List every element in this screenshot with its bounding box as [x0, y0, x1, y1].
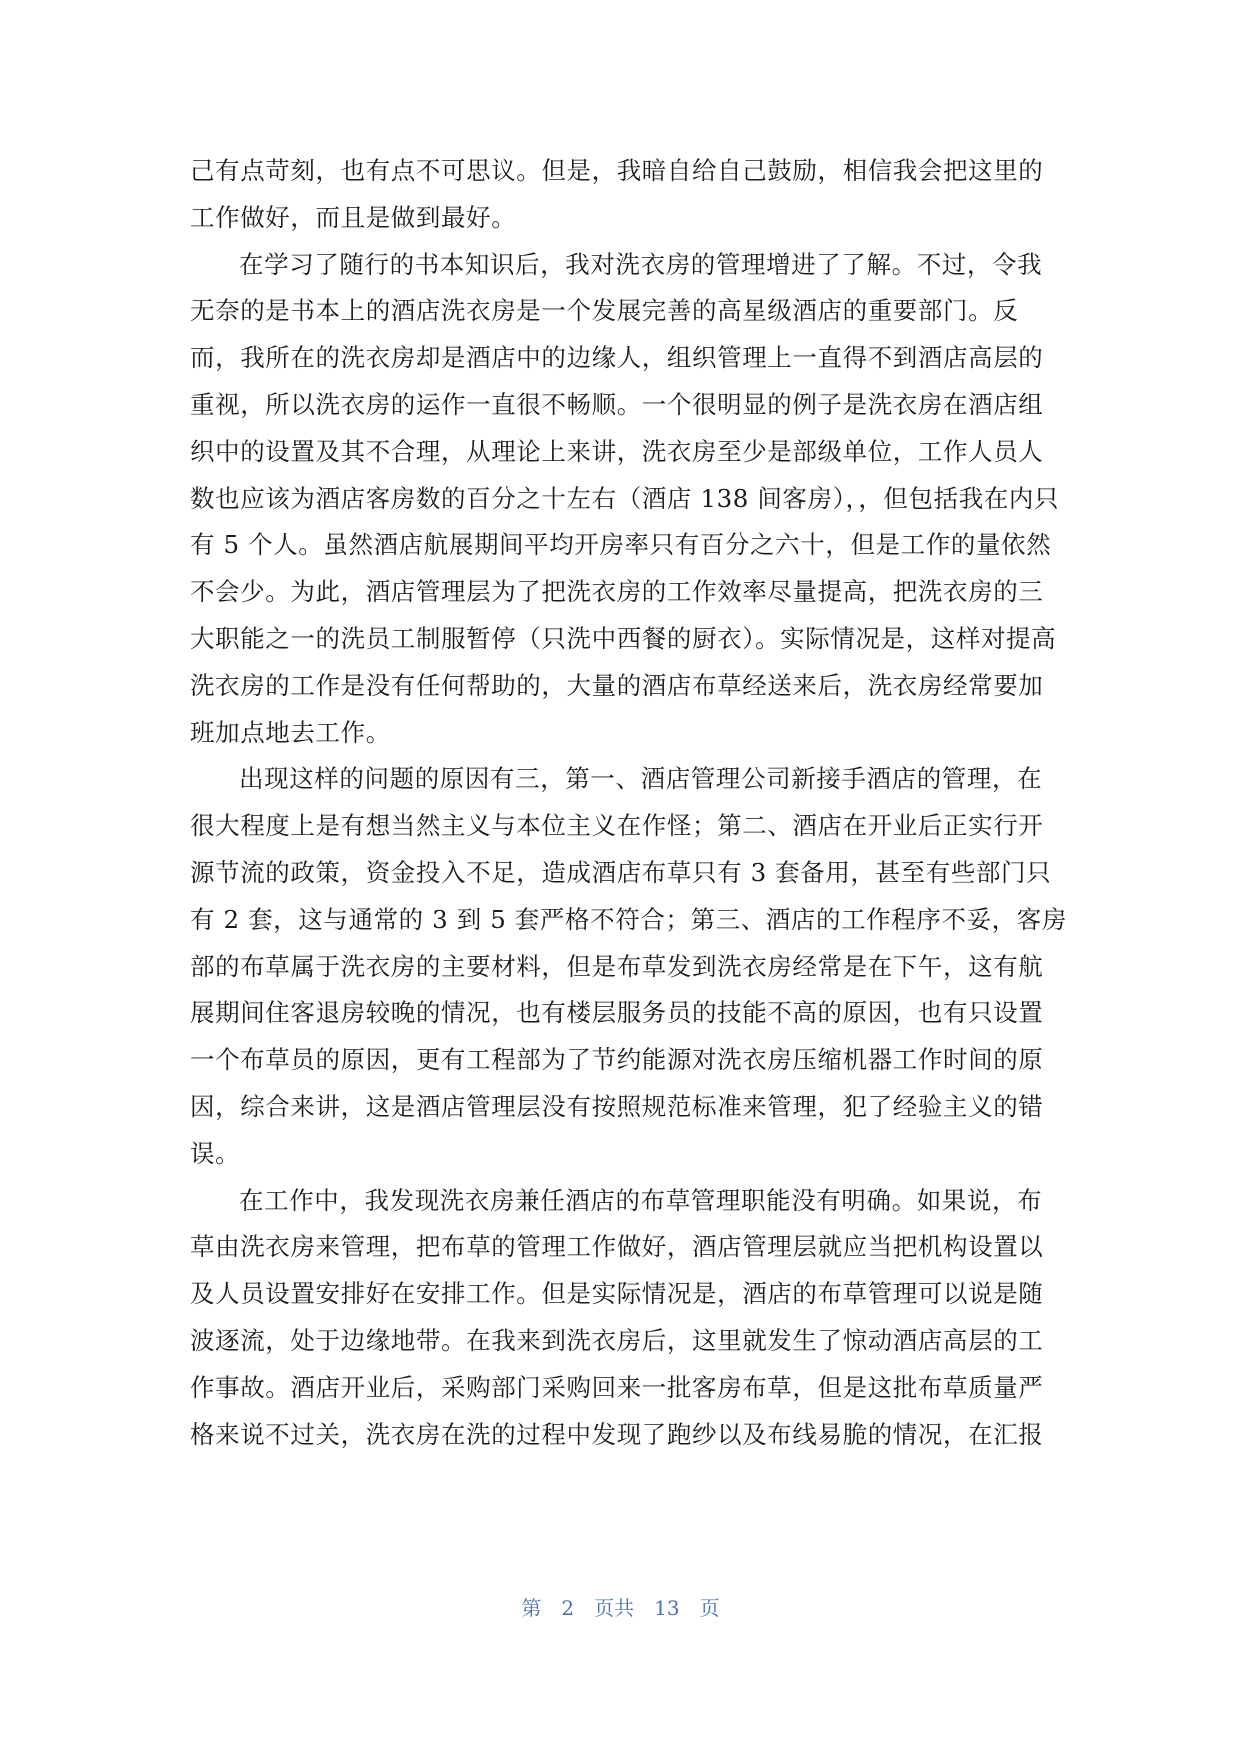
paragraph-line: 源节流的政策，资金投入不足，造成酒店布草只有 3 套备用，甚至有些部门只 — [190, 857, 1052, 887]
paragraph — [190, 148, 1050, 242]
paragraph-line: 而，我所在的洗衣房却是酒店中的边缘人，组织管理上一直得不到酒店高层的 — [190, 343, 1044, 373]
paragraph-line: 展期间住客退房较晚的情况，也有楼层服务员的技能不高的原因，也有只设置 — [190, 998, 1044, 1028]
paragraph-line: 工作做好，而且是做到最好。 — [190, 202, 517, 232]
paragraph-line: 重视，所以洗衣房的运作一直很不畅顺。一个很明显的例子是洗衣房在酒店组 — [190, 389, 1044, 419]
paragraph-line: 误。 — [190, 1138, 241, 1168]
page-footer — [0, 1592, 1241, 1621]
paragraph-line: 有 5 个人。虽然酒店航展期间平均开房率只有百分之六十，但是工作的量依然 — [190, 530, 1052, 560]
paragraph — [190, 1178, 1050, 1459]
document-body — [190, 148, 1067, 1458]
paragraph-line: 一个布草员的原因，更有工程部为了节约能源对洗衣房压缩机器工作时间的原 — [190, 1045, 1044, 1075]
paragraph — [190, 242, 1060, 757]
paragraph-line: 己有点苛刻，也有点不可思议。但是，我暗自给自己鼓励，相信我会把这里的 — [190, 156, 1044, 185]
paragraph-line: 草由洗衣房来管理，把布草的管理工作做好，酒店管理层就应当把机构设置以 — [190, 1232, 1044, 1262]
footer-total-pages: 13 — [654, 1596, 680, 1620]
paragraph-line: 出现这样的问题的原因有三，第一、酒店管理公司新接手酒店的管理，在 — [239, 764, 1043, 794]
paragraph-line: 不会少。为此，酒店管理层为了把洗衣房的工作效率尽量提高，把洗衣房的三 — [190, 577, 1044, 607]
paragraph-line: 大职能之一的洗员工制服暂停（只洗中西餐的厨衣）。实际情况是，这样对提高 — [190, 623, 1057, 653]
paragraph-line: 数也应该为酒店客房数的百分之十左右（酒店 138 间客房），，但包括我在内只 — [190, 483, 1060, 513]
paragraph-line: 作事故。酒店开业后，采购部门采购回来一批客房布草，但是这批布草质量严 — [190, 1372, 1044, 1402]
paragraph-line: 及人员设置安排好在安排工作。但是实际情况是，酒店的布草管理可以说是随 — [190, 1279, 1044, 1309]
footer-prefix: 第 — [521, 1596, 542, 1620]
footer-suffix: 页 — [699, 1596, 720, 1620]
paragraph-line: 无奈的是书本上的酒店洗衣房是一个发展完善的高星级酒店的重要部门。反 — [190, 296, 1019, 326]
paragraph-line: 在工作中，我发现洗衣房兼任酒店的布草管理职能没有明确。如果说，布 — [239, 1185, 1043, 1215]
paragraph-line: 很大程度上是有想当然主义与本位主义在作怪；第二、酒店在开业后正实行开 — [190, 811, 1044, 841]
paragraph-line: 在学习了随行的书本知识后，我对洗衣房的管理增进了了解。不过，令我 — [239, 249, 1043, 279]
paragraph-line: 洗衣房的工作是没有任何帮助的，大量的酒店布草经送来后，洗衣房经常要加 — [190, 670, 1044, 700]
footer-current-page: 2 — [561, 1596, 575, 1620]
paragraph-line: 因，综合来讲，这是酒店管理层没有按照规范标准来管理，犯了经验主义的错 — [190, 1091, 1044, 1121]
paragraph-line: 班加点地去工作。 — [190, 717, 391, 747]
paragraph-line: 部的布草属于洗衣房的主要材料，但是布草发到洗衣房经常是在下午，这有航 — [190, 951, 1044, 981]
footer-middle: 页共 — [594, 1596, 635, 1620]
paragraph-line: 格来说不过关，洗衣房在洗的过程中发现了跑纱以及布线易脆的情况，在汇报 — [190, 1419, 1044, 1449]
paragraph-line: 波逐流，处于边缘地带。在我来到洗衣房后，这里就发生了惊动酒店高层的工 — [190, 1325, 1044, 1355]
paragraph-line: 有 2 套，这与通常的 3 到 5 套严格不符合；第三、酒店的工作程序不妥，客房 — [190, 904, 1067, 934]
paragraph-line: 织中的设置及其不合理，从理论上来讲，洗衣房至少是部级单位，工作人员人 — [190, 436, 1044, 466]
paragraph — [190, 756, 1067, 1177]
